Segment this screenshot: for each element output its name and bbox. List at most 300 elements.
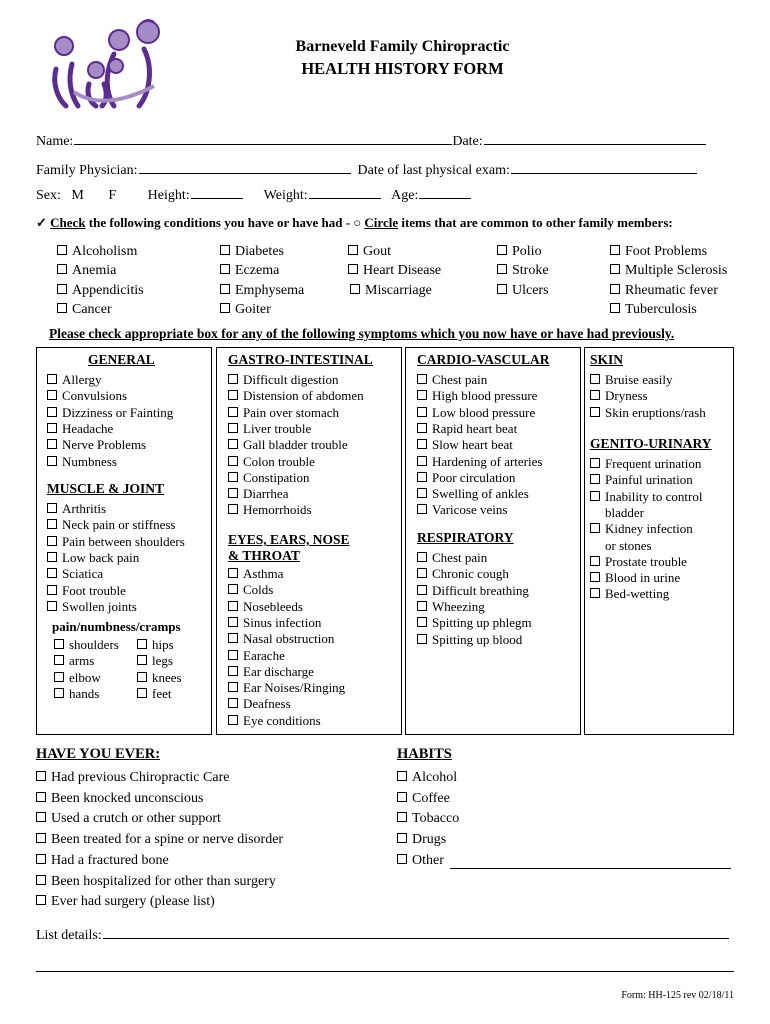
checkbox[interactable]: [228, 423, 238, 433]
checkbox[interactable]: [57, 264, 67, 274]
checkbox[interactable]: [47, 390, 57, 400]
cardio-item-5[interactable]: [417, 454, 542, 470]
checkbox[interactable]: [497, 284, 507, 294]
item-label: Tuberculosis: [625, 302, 697, 317]
checkbox[interactable]: [590, 374, 600, 384]
item-label: elbow: [69, 669, 101, 685]
checkbox[interactable]: [417, 634, 427, 644]
general-item-5[interactable]: [47, 454, 117, 470]
cardio-item-8[interactable]: [417, 502, 507, 518]
cardio-item-0[interactable]: [417, 372, 487, 388]
item-label: Ever had surgery (please list): [51, 894, 215, 910]
item-label: Wheezing: [432, 598, 485, 614]
item-label: Pain over stomach: [243, 404, 340, 420]
pain-left-1[interactable]: [54, 653, 94, 669]
condition-col2-3[interactable]: [220, 302, 271, 318]
checkbox[interactable]: [228, 374, 238, 384]
last-exam-field[interactable]: [511, 161, 697, 174]
habit-item-1[interactable]: [397, 791, 450, 807]
history-item-2[interactable]: [36, 811, 221, 827]
condition-col5-0[interactable]: [610, 244, 707, 260]
eyes-item-5[interactable]: [228, 648, 285, 664]
list-details-row: [36, 926, 729, 944]
circle-icon: ○: [353, 215, 362, 230]
cardio-item-3[interactable]: [417, 421, 517, 437]
eyes-heading-1: EYES, EARS, NOSE: [228, 532, 350, 547]
checkbox[interactable]: [36, 812, 46, 822]
habit-other-field[interactable]: [450, 856, 731, 869]
general-item-2[interactable]: [47, 405, 173, 421]
checkbox[interactable]: [47, 456, 57, 466]
checkbox[interactable]: [348, 245, 358, 255]
physician-field[interactable]: [139, 161, 351, 174]
cardio-item-6[interactable]: [417, 470, 515, 486]
item-label: Foot trouble: [62, 582, 126, 598]
pain-left-0[interactable]: [54, 637, 119, 653]
condition-col3-1[interactable]: [348, 263, 441, 279]
resp-item-1[interactable]: [417, 566, 509, 582]
checkbox[interactable]: [417, 390, 427, 400]
weight-label: Weight:: [263, 188, 308, 203]
general-item-0[interactable]: [47, 372, 101, 388]
item-label: Hardening of arteries: [432, 453, 543, 469]
checkbox[interactable]: [47, 601, 57, 611]
checkbox[interactable]: [417, 504, 427, 514]
item-label: Low blood pressure: [432, 404, 536, 420]
gastro-item-8[interactable]: [228, 502, 312, 518]
sex-female-option[interactable]: F: [108, 188, 117, 203]
checkbox[interactable]: [590, 556, 600, 566]
pain-right-3[interactable]: [137, 686, 171, 702]
item-label: Coffee: [412, 790, 450, 806]
general-item-1[interactable]: [47, 388, 127, 404]
item-label: arms: [69, 653, 95, 669]
checkbox[interactable]: [610, 264, 620, 274]
checkbox[interactable]: [220, 303, 230, 313]
eyes-item-3[interactable]: [228, 615, 321, 631]
item-label: Distension of abdomen: [243, 388, 364, 404]
genito-item-2[interactable]: [590, 489, 702, 505]
checkbox[interactable]: [228, 407, 238, 417]
condition-col2-2[interactable]: [220, 283, 304, 299]
eyes-item-1[interactable]: [228, 582, 273, 598]
instruction-text-1: the following conditions you have or have had -: [85, 215, 354, 230]
eyes-item-2[interactable]: [228, 599, 303, 615]
cardio-item-2[interactable]: [417, 405, 535, 421]
condition-col2-1[interactable]: [220, 263, 279, 279]
resp-item-5[interactable]: [417, 632, 522, 648]
checkbox[interactable]: [36, 833, 46, 843]
item-label: or stones: [605, 537, 652, 553]
muscle-item-1[interactable]: [47, 517, 175, 533]
item-label: Blood in urine: [605, 570, 681, 586]
history-item-6[interactable]: [36, 894, 215, 910]
item-label: Colds: [243, 582, 274, 598]
checkbox[interactable]: [57, 284, 67, 294]
checkbox[interactable]: [497, 245, 507, 255]
checkbox[interactable]: [497, 264, 507, 274]
item-label: Dizziness or Fainting: [62, 404, 174, 420]
checkbox[interactable]: [47, 439, 57, 449]
item-label: Painful urination: [605, 472, 693, 488]
checkbox[interactable]: [590, 407, 600, 417]
checkbox[interactable]: [228, 617, 238, 627]
checkbox[interactable]: [47, 568, 57, 578]
item-label: Chest pain: [432, 550, 488, 565]
checkbox[interactable]: [417, 585, 427, 595]
gastro-heading: GASTRO-INTESTINAL: [228, 352, 373, 367]
gastro-item-7[interactable]: [228, 486, 288, 502]
condition-col4-1[interactable]: [497, 263, 549, 279]
physician-row: [36, 161, 697, 179]
genito-item-0[interactable]: [590, 456, 701, 472]
eyes-item-6[interactable]: [228, 664, 314, 680]
genito-item-5[interactable]: [590, 538, 652, 554]
item-label: High blood pressure: [432, 388, 538, 404]
checkbox[interactable]: [417, 439, 427, 449]
checkbox[interactable]: [137, 639, 147, 649]
checkbox[interactable]: [610, 284, 620, 294]
checkbox[interactable]: [590, 491, 600, 501]
date-field[interactable]: [484, 132, 706, 145]
item-label: Used a crutch or other support: [51, 811, 221, 827]
item-label: Eye conditions: [243, 712, 321, 728]
item-label: Diabetes: [235, 244, 284, 259]
checkbox[interactable]: [228, 682, 238, 692]
checkbox[interactable]: [610, 245, 620, 255]
checkbox[interactable]: [417, 456, 427, 466]
item-label: Had previous Chiropractic Care: [51, 770, 230, 785]
checkbox[interactable]: [590, 390, 600, 400]
general-heading: GENERAL: [88, 352, 155, 367]
skin-item-2[interactable]: [590, 405, 706, 421]
checkbox[interactable]: [36, 875, 46, 885]
pain-left-3[interactable]: [54, 686, 99, 702]
muscle-item-3[interactable]: [47, 550, 139, 566]
item-label: Colon trouble: [243, 453, 315, 469]
checkbox[interactable]: [228, 584, 238, 594]
genito-item-8[interactable]: [590, 586, 669, 602]
checkbox[interactable]: [36, 792, 46, 802]
genito-heading: GENITO-URINARY: [590, 436, 712, 451]
item-label: feet: [152, 685, 172, 701]
item-label: Spitting up blood: [432, 631, 523, 647]
item-label: Gall bladder trouble: [243, 437, 348, 453]
condition-col2-0[interactable]: [220, 244, 284, 260]
condition-col5-2[interactable]: [610, 283, 718, 299]
gastro-item-5[interactable]: [228, 454, 315, 470]
resp-item-0[interactable]: [417, 550, 487, 566]
item-label: Convulsions: [62, 388, 128, 404]
checkbox[interactable]: [417, 601, 427, 611]
item-label: Swelling of ankles: [432, 486, 529, 502]
skin-item-0[interactable]: [590, 372, 673, 388]
weight-field[interactable]: [309, 186, 381, 199]
checkbox[interactable]: [417, 488, 427, 498]
sex-row: [36, 186, 471, 204]
checkbox[interactable]: [590, 588, 600, 598]
eyes-item-7[interactable]: [228, 680, 345, 696]
pain-right-1[interactable]: [137, 653, 173, 669]
item-label: Appendicitis: [72, 283, 144, 298]
condition-col1-0[interactable]: [57, 244, 137, 260]
muscle-item-2[interactable]: [47, 534, 185, 550]
checkbox[interactable]: [228, 568, 238, 578]
form-title: HEALTH HISTORY FORM: [301, 59, 504, 78]
gastro-item-1[interactable]: [228, 388, 364, 404]
checkbox[interactable]: [137, 688, 147, 698]
item-label: Slow heart beat: [432, 437, 513, 453]
gastro-item-0[interactable]: [228, 372, 338, 388]
sex-male-option[interactable]: M: [71, 188, 84, 203]
name-label: Name:: [36, 134, 74, 149]
checkbox[interactable]: [417, 568, 427, 578]
checkbox[interactable]: [47, 552, 57, 562]
habit-item-0[interactable]: [397, 770, 457, 786]
item-label: Allergy: [62, 372, 102, 387]
item-label: Heart Disease: [363, 263, 442, 278]
height-field[interactable]: [191, 186, 243, 199]
checkmark-icon: ✓: [36, 215, 47, 230]
history-item-3[interactable]: [36, 832, 283, 848]
checkbox[interactable]: [47, 585, 57, 595]
eyes-item-8[interactable]: [228, 696, 291, 712]
list-details-line-2[interactable]: [36, 959, 734, 972]
genito-item-4[interactable]: [590, 521, 693, 537]
item-label: Inability to control: [605, 488, 703, 504]
history-item-0[interactable]: [36, 770, 229, 786]
checkbox[interactable]: [228, 390, 238, 400]
resp-item-4[interactable]: [417, 615, 532, 631]
checkbox[interactable]: [228, 650, 238, 660]
checkbox[interactable]: [417, 407, 427, 417]
practice-name: Barneveld Family Chiropractic: [295, 38, 510, 55]
item-label: Low back pain: [62, 549, 140, 565]
habit-item-3[interactable]: [397, 832, 446, 848]
condition-col5-1[interactable]: [610, 263, 727, 279]
checkbox[interactable]: [57, 303, 67, 313]
checkbox[interactable]: [397, 833, 407, 843]
condition-col5-3[interactable]: [610, 302, 697, 318]
check-word: Check: [50, 215, 86, 230]
item-label: Spitting up phlegm: [432, 615, 532, 631]
eyes-heading-2: & THROAT: [228, 548, 300, 563]
have-you-ever-heading: HAVE YOU EVER:: [36, 746, 161, 762]
name-row: [36, 132, 706, 150]
name-field[interactable]: [74, 132, 452, 145]
item-label: Been hospitalized for other than surgery: [51, 873, 276, 889]
cardio-item-1[interactable]: [417, 388, 537, 404]
genito-item-3[interactable]: [590, 505, 644, 521]
habit-item-2[interactable]: [397, 811, 459, 827]
item-label: Polio: [512, 244, 542, 259]
condition-col1-3[interactable]: [57, 302, 112, 318]
condition-col1-1[interactable]: [57, 263, 116, 279]
checkbox[interactable]: [36, 771, 46, 781]
checkbox[interactable]: [348, 264, 358, 274]
checkbox[interactable]: [137, 672, 147, 682]
checkbox[interactable]: [54, 688, 64, 698]
sex-label: Sex:: [36, 188, 61, 203]
checkbox[interactable]: [417, 374, 427, 384]
age-field[interactable]: [419, 186, 471, 199]
checkbox[interactable]: [220, 264, 230, 274]
checkbox[interactable]: [590, 474, 600, 484]
checkbox[interactable]: [220, 245, 230, 255]
gastro-item-3[interactable]: [228, 421, 311, 437]
item-label: Rheumatic fever: [625, 283, 718, 298]
checkbox[interactable]: [417, 552, 427, 562]
muscle-item-6[interactable]: [47, 599, 137, 615]
item-label: Numbness: [62, 453, 117, 469]
checkbox[interactable]: [228, 504, 238, 514]
item-label: Diarrhea: [243, 486, 289, 502]
checkbox[interactable]: [47, 423, 57, 433]
respiratory-heading: RESPIRATORY: [417, 530, 514, 545]
gastro-item-6[interactable]: [228, 470, 309, 486]
item-label: Poor circulation: [432, 469, 516, 485]
condition-col1-2[interactable]: [57, 283, 144, 299]
checkbox[interactable]: [397, 854, 407, 864]
resp-item-2[interactable]: [417, 583, 529, 599]
pain-right-0[interactable]: [137, 637, 174, 653]
item-label: Ear discharge: [243, 663, 314, 679]
item-label: Sciatica: [62, 566, 104, 582]
history-item-1[interactable]: [36, 791, 203, 807]
muscle-item-4[interactable]: [47, 566, 103, 582]
checkbox[interactable]: [610, 303, 620, 313]
checkbox[interactable]: [397, 792, 407, 802]
general-item-3[interactable]: [47, 421, 113, 437]
checkbox[interactable]: [54, 655, 64, 665]
checkbox[interactable]: [36, 854, 46, 864]
pain-subheading: pain/numbness/cramps: [52, 619, 181, 634]
item-label: Frequent urination: [605, 456, 702, 471]
item-label: Other: [412, 852, 444, 868]
checkbox[interactable]: [417, 617, 427, 627]
eyes-item-4[interactable]: [228, 631, 334, 647]
checkbox[interactable]: [54, 672, 64, 682]
checkbox[interactable]: [47, 536, 57, 546]
item-label: bladder: [605, 504, 644, 520]
checkbox[interactable]: [228, 666, 238, 676]
genito-item-1[interactable]: [590, 472, 693, 488]
list-details-field[interactable]: [103, 926, 729, 939]
condition-col4-0[interactable]: [497, 244, 542, 260]
checkbox[interactable]: [137, 655, 147, 665]
item-label: Goiter: [235, 302, 271, 317]
checkbox[interactable]: [47, 519, 57, 529]
checkbox[interactable]: [36, 895, 46, 905]
item-label: Bruise easily: [605, 372, 673, 387]
checkbox[interactable]: [228, 715, 238, 725]
checkbox[interactable]: [47, 374, 57, 384]
checkbox[interactable]: [47, 407, 57, 417]
checkbox[interactable]: [57, 245, 67, 255]
cardio-item-7[interactable]: [417, 486, 529, 502]
checkbox[interactable]: [590, 523, 600, 533]
item-label: Skin eruptions/rash: [605, 404, 706, 420]
checkbox[interactable]: [228, 472, 238, 482]
checkbox[interactable]: [417, 423, 427, 433]
gastro-item-2[interactable]: [228, 405, 339, 421]
height-label: Height:: [147, 188, 190, 203]
item-label: Asthma: [243, 566, 284, 581]
skin-heading: SKIN: [590, 352, 624, 367]
checkbox[interactable]: [228, 698, 238, 708]
general-item-4[interactable]: [47, 437, 146, 453]
checkbox[interactable]: [417, 472, 427, 482]
cardio-item-4[interactable]: [417, 437, 513, 453]
date-label: Date:: [452, 134, 483, 149]
item-label: Varicose veins: [432, 502, 508, 518]
item-label: Been treated for a spine or nerve disorder: [51, 832, 284, 848]
checkbox[interactable]: [228, 456, 238, 466]
history-item-4[interactable]: [36, 853, 169, 869]
list-details-label: List details:: [36, 928, 102, 943]
checkbox[interactable]: [220, 284, 230, 294]
checkbox[interactable]: [228, 488, 238, 498]
checkbox[interactable]: [397, 812, 407, 822]
genito-item-6[interactable]: [590, 554, 687, 570]
skin-item-1[interactable]: [590, 388, 648, 404]
muscle-item-5[interactable]: [47, 583, 126, 599]
family-conditions-instruction: [36, 215, 673, 231]
habit-item-4[interactable]: [397, 853, 444, 869]
checkbox[interactable]: [350, 284, 360, 294]
item-label: Miscarriage: [365, 283, 432, 298]
pain-left-2[interactable]: [54, 670, 101, 686]
item-label: Chest pain: [432, 372, 488, 387]
item-label: Multiple Sclerosis: [625, 263, 728, 278]
form-number: Form: HH-125 rev 02/18/11: [621, 990, 734, 1001]
gastro-item-4[interactable]: [228, 437, 348, 453]
checkbox[interactable]: [54, 639, 64, 649]
checkbox[interactable]: [590, 458, 600, 468]
checkbox[interactable]: [47, 503, 57, 513]
instruction-text-2: items that are common to other family members:: [398, 215, 673, 230]
condition-col3-2[interactable]: [350, 283, 432, 299]
condition-col3-0[interactable]: [348, 244, 391, 260]
history-item-5[interactable]: [36, 874, 276, 890]
item-label: Difficult breathing: [432, 582, 529, 598]
condition-col4-2[interactable]: [497, 283, 549, 299]
eyes-item-9[interactable]: [228, 713, 321, 729]
checkbox[interactable]: [228, 601, 238, 611]
item-label: Rapid heart beat: [432, 420, 518, 436]
item-label: Ulcers: [512, 283, 549, 298]
item-label: Arthritis: [62, 501, 107, 516]
checkbox[interactable]: [397, 771, 407, 781]
checkbox[interactable]: [228, 439, 238, 449]
checkbox[interactable]: [228, 633, 238, 643]
item-label: Constipation: [243, 469, 310, 485]
item-label: Alcohol: [412, 770, 458, 785]
item-label: Deafness: [243, 696, 291, 712]
item-label: Gout: [363, 244, 391, 259]
item-label: Hemorrhoids: [243, 502, 312, 518]
item-label: Sinus infection: [243, 614, 322, 630]
eyes-item-0[interactable]: [228, 566, 283, 582]
muscle-item-0[interactable]: [47, 501, 106, 517]
item-label: Bed-wetting: [605, 586, 670, 602]
pain-right-2[interactable]: [137, 670, 182, 686]
resp-item-3[interactable]: [417, 599, 485, 615]
muscle-joint-heading: MUSCLE & JOINT: [47, 481, 165, 496]
checkbox[interactable]: [590, 572, 600, 582]
item-label: Nasal obstruction: [243, 631, 335, 647]
genito-item-7[interactable]: [590, 570, 680, 586]
